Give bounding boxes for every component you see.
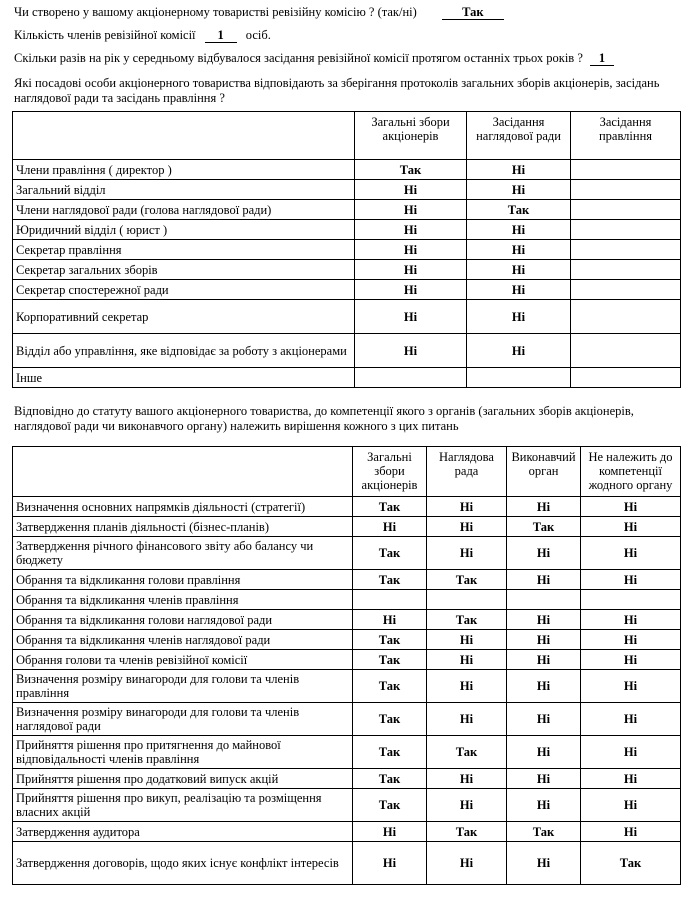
answer-cell: Ні <box>467 300 571 334</box>
question-text: Кількість членів ревізійної комісії <box>14 28 196 42</box>
table-row <box>13 334 681 368</box>
table-row <box>13 842 681 885</box>
row-label: Загальний відділ <box>13 180 355 200</box>
answer-cell: Ні <box>581 703 681 736</box>
answer-cell: Ні <box>467 260 571 280</box>
answer-cell: Так <box>581 842 681 885</box>
answer-cell: Ні <box>355 180 467 200</box>
answer-value: 1 <box>590 52 614 66</box>
question-audit-commission <box>14 5 504 20</box>
answer-cell <box>571 280 681 300</box>
row-label: Обрання голови та членів ревізійної комісії <box>13 650 353 670</box>
answer-cell: Ні <box>353 517 427 537</box>
row-label: Обрання та відкликання голови правління <box>13 570 353 590</box>
table-row <box>13 240 681 260</box>
table-row <box>13 570 681 590</box>
answer-cell: Ні <box>427 517 507 537</box>
answer-cell: Ні <box>581 570 681 590</box>
row-label: Затвердження аудитора <box>13 822 353 842</box>
answer-cell: Ні <box>467 280 571 300</box>
answer-cell: Так <box>353 650 427 670</box>
answer-cell <box>571 160 681 180</box>
answer-cell: Так <box>355 160 467 180</box>
row-label: Інше <box>13 368 355 388</box>
answer-cell <box>571 180 681 200</box>
answer-cell: Ні <box>581 650 681 670</box>
answer-value: Так <box>442 6 504 20</box>
table-row <box>13 537 681 570</box>
table-row <box>13 260 681 280</box>
answer-cell: Ні <box>507 497 581 517</box>
answer-cell: Ні <box>427 789 507 822</box>
answer-cell: Ні <box>581 610 681 630</box>
table-row <box>13 200 681 220</box>
answer-cell: Ні <box>581 537 681 570</box>
answer-cell: Так <box>353 630 427 650</box>
row-label: Обрання та відкликання голови наглядової ради <box>13 610 353 630</box>
answer-cell: Ні <box>507 769 581 789</box>
answer-cell: Так <box>427 736 507 769</box>
row-label: Члени правління ( директор ) <box>13 160 355 180</box>
answer-cell: Ні <box>507 630 581 650</box>
answer-cell: Так <box>467 200 571 220</box>
answer-cell: Ні <box>427 670 507 703</box>
answer-cell: Ні <box>467 334 571 368</box>
answer-cell: Ні <box>427 769 507 789</box>
row-label: Затвердження річного фінансового звіту або балансу чи бюджету <box>13 537 353 570</box>
row-label: Секретар спостережної ради <box>13 280 355 300</box>
answer-cell <box>427 590 507 610</box>
table-row <box>13 180 681 200</box>
table-row <box>13 670 681 703</box>
answer-cell <box>571 220 681 240</box>
answer-cell: Ні <box>581 736 681 769</box>
row-label: Прийняття рішення про додатковий випуск акцій <box>13 769 353 789</box>
answer-cell: Ні <box>355 300 467 334</box>
column-header: Наглядова рада <box>427 447 507 497</box>
answer-cell <box>571 368 681 388</box>
answer-cell: Ні <box>507 650 581 670</box>
table-row <box>13 368 681 388</box>
column-header: Загальні збори акціонерів <box>355 112 467 160</box>
answer-cell: Так <box>353 789 427 822</box>
answer-cell: Так <box>353 703 427 736</box>
column-header: Загальні збори акціонерів <box>353 447 427 497</box>
row-label: Затвердження планів діяльності (бізнес-планів) <box>13 517 353 537</box>
answer-cell: Так <box>507 517 581 537</box>
table-row <box>13 300 681 334</box>
answer-cell <box>467 368 571 388</box>
row-label: Визначення розміру винагороди для голови та членів правління <box>13 670 353 703</box>
table-row <box>13 160 681 180</box>
row-label: Визначення розміру винагороди для голови та членів наглядової ради <box>13 703 353 736</box>
question-text: Скільки разів на рік у середньому відбувалося засідання ревізійної комісії протягом останніх трьох років ? <box>14 51 583 65</box>
table-row <box>13 736 681 769</box>
answer-cell: Так <box>353 497 427 517</box>
answer-cell: Так <box>353 670 427 703</box>
table-row <box>13 650 681 670</box>
answer-cell: Ні <box>353 610 427 630</box>
row-label: Секретар загальних зборів <box>13 260 355 280</box>
answer-cell: Ні <box>507 537 581 570</box>
question-protocol-storage: Які посадові особи акціонерного товариства відповідають за зберігання протоколів загальних зборів акціонерів, засідань наглядової ради та засідань правління ? <box>14 76 660 105</box>
question-text: Чи створено у вашому акціонерному товаристві ревізійну комісію ? (так/ні) <box>14 5 417 19</box>
row-label: Корпоративний секретар <box>13 300 355 334</box>
table-row <box>13 789 681 822</box>
answer-cell: Ні <box>507 842 581 885</box>
competence-table <box>12 446 681 885</box>
row-label: Юридичний відділ ( юрист ) <box>13 220 355 240</box>
row-label: Прийняття рішення про притягнення до майнової відповідальності членів правління <box>13 736 353 769</box>
table-row <box>13 517 681 537</box>
answer-cell: Ні <box>355 280 467 300</box>
table-row <box>13 769 681 789</box>
row-label: Обрання та відкликання членів наглядової ради <box>13 630 353 650</box>
row-label: Секретар правління <box>13 240 355 260</box>
answer-cell <box>571 240 681 260</box>
answer-cell: Ні <box>581 670 681 703</box>
column-header: Засідання правління <box>571 112 681 160</box>
answer-cell <box>571 334 681 368</box>
answer-cell: Ні <box>355 334 467 368</box>
answer-cell: Ні <box>427 703 507 736</box>
answer-cell: Ні <box>507 610 581 630</box>
answer-cell: Так <box>353 736 427 769</box>
answer-cell <box>507 590 581 610</box>
answer-cell <box>571 200 681 220</box>
table-row <box>13 590 681 610</box>
answer-cell: Ні <box>581 630 681 650</box>
answer-cell: Так <box>507 822 581 842</box>
answer-cell: Так <box>353 537 427 570</box>
answer-cell: Ні <box>353 822 427 842</box>
answer-value: 1 <box>205 29 237 43</box>
table-row <box>13 220 681 240</box>
column-header: Виконавчий орган <box>507 447 581 497</box>
question-commission-members <box>14 28 271 43</box>
answer-cell: Ні <box>355 240 467 260</box>
answer-cell: Так <box>353 769 427 789</box>
table-row <box>13 280 681 300</box>
answer-cell: Ні <box>467 220 571 240</box>
answer-cell: Ні <box>353 842 427 885</box>
answer-cell: Ні <box>507 736 581 769</box>
column-header: Засідання наглядової ради <box>467 112 571 160</box>
answer-cell: Ні <box>507 670 581 703</box>
answer-cell <box>355 368 467 388</box>
answer-cell: Ні <box>427 497 507 517</box>
answer-cell: Ні <box>507 703 581 736</box>
answer-cell: Ні <box>427 630 507 650</box>
answer-cell <box>571 300 681 334</box>
question-meeting-frequency <box>14 51 614 66</box>
answer-cell: Так <box>353 570 427 590</box>
header-blank-cell <box>13 112 355 160</box>
row-label: Затвердження договорів, щодо яких існує конфлікт інтересів <box>13 842 353 885</box>
answer-cell: Ні <box>581 497 681 517</box>
header-blank-cell <box>13 447 353 497</box>
row-label: Визначення основних напрямків діяльності (стратегії) <box>13 497 353 517</box>
answer-cell: Ні <box>355 200 467 220</box>
table-row <box>13 610 681 630</box>
answer-cell: Ні <box>581 789 681 822</box>
answer-cell: Ні <box>507 570 581 590</box>
answer-cell <box>571 260 681 280</box>
answer-cell: Ні <box>427 537 507 570</box>
row-label: Відділ або управління, яке відповідає за роботу з акціонерами <box>13 334 355 368</box>
answer-cell <box>353 590 427 610</box>
protocol-storage-table <box>12 111 681 388</box>
answer-cell: Ні <box>507 789 581 822</box>
table-row <box>13 703 681 736</box>
answer-cell: Ні <box>355 220 467 240</box>
answer-cell: Ні <box>355 260 467 280</box>
answer-cell: Так <box>427 610 507 630</box>
table-row <box>13 630 681 650</box>
row-label: Прийняття рішення про викуп, реалізацію та розміщення власних акцій <box>13 789 353 822</box>
answer-cell: Ні <box>467 240 571 260</box>
answer-cell: Ні <box>581 517 681 537</box>
answer-cell: Ні <box>581 822 681 842</box>
question-suffix: осіб. <box>245 28 271 42</box>
answer-cell: Ні <box>467 180 571 200</box>
answer-cell: Так <box>427 822 507 842</box>
answer-cell: Ні <box>427 650 507 670</box>
answer-cell: Так <box>427 570 507 590</box>
column-header: Не належить до компетенції жодного органу <box>581 447 681 497</box>
answer-cell <box>581 590 681 610</box>
row-label: Члени наглядової ради (голова наглядової ради) <box>13 200 355 220</box>
question-competence: Відповідно до статуту вашого акціонерного товариства, до компетенції якого з органів (загальних зборів акціонерів, наглядової ради чи виконавчого органу) належить вирішення кожного з цих питань <box>14 404 634 433</box>
answer-cell: Ні <box>467 160 571 180</box>
answer-cell: Ні <box>427 842 507 885</box>
table-row <box>13 497 681 517</box>
table-row <box>13 822 681 842</box>
answer-cell: Ні <box>581 769 681 789</box>
row-label: Обрання та відкликання членів правління <box>13 590 353 610</box>
